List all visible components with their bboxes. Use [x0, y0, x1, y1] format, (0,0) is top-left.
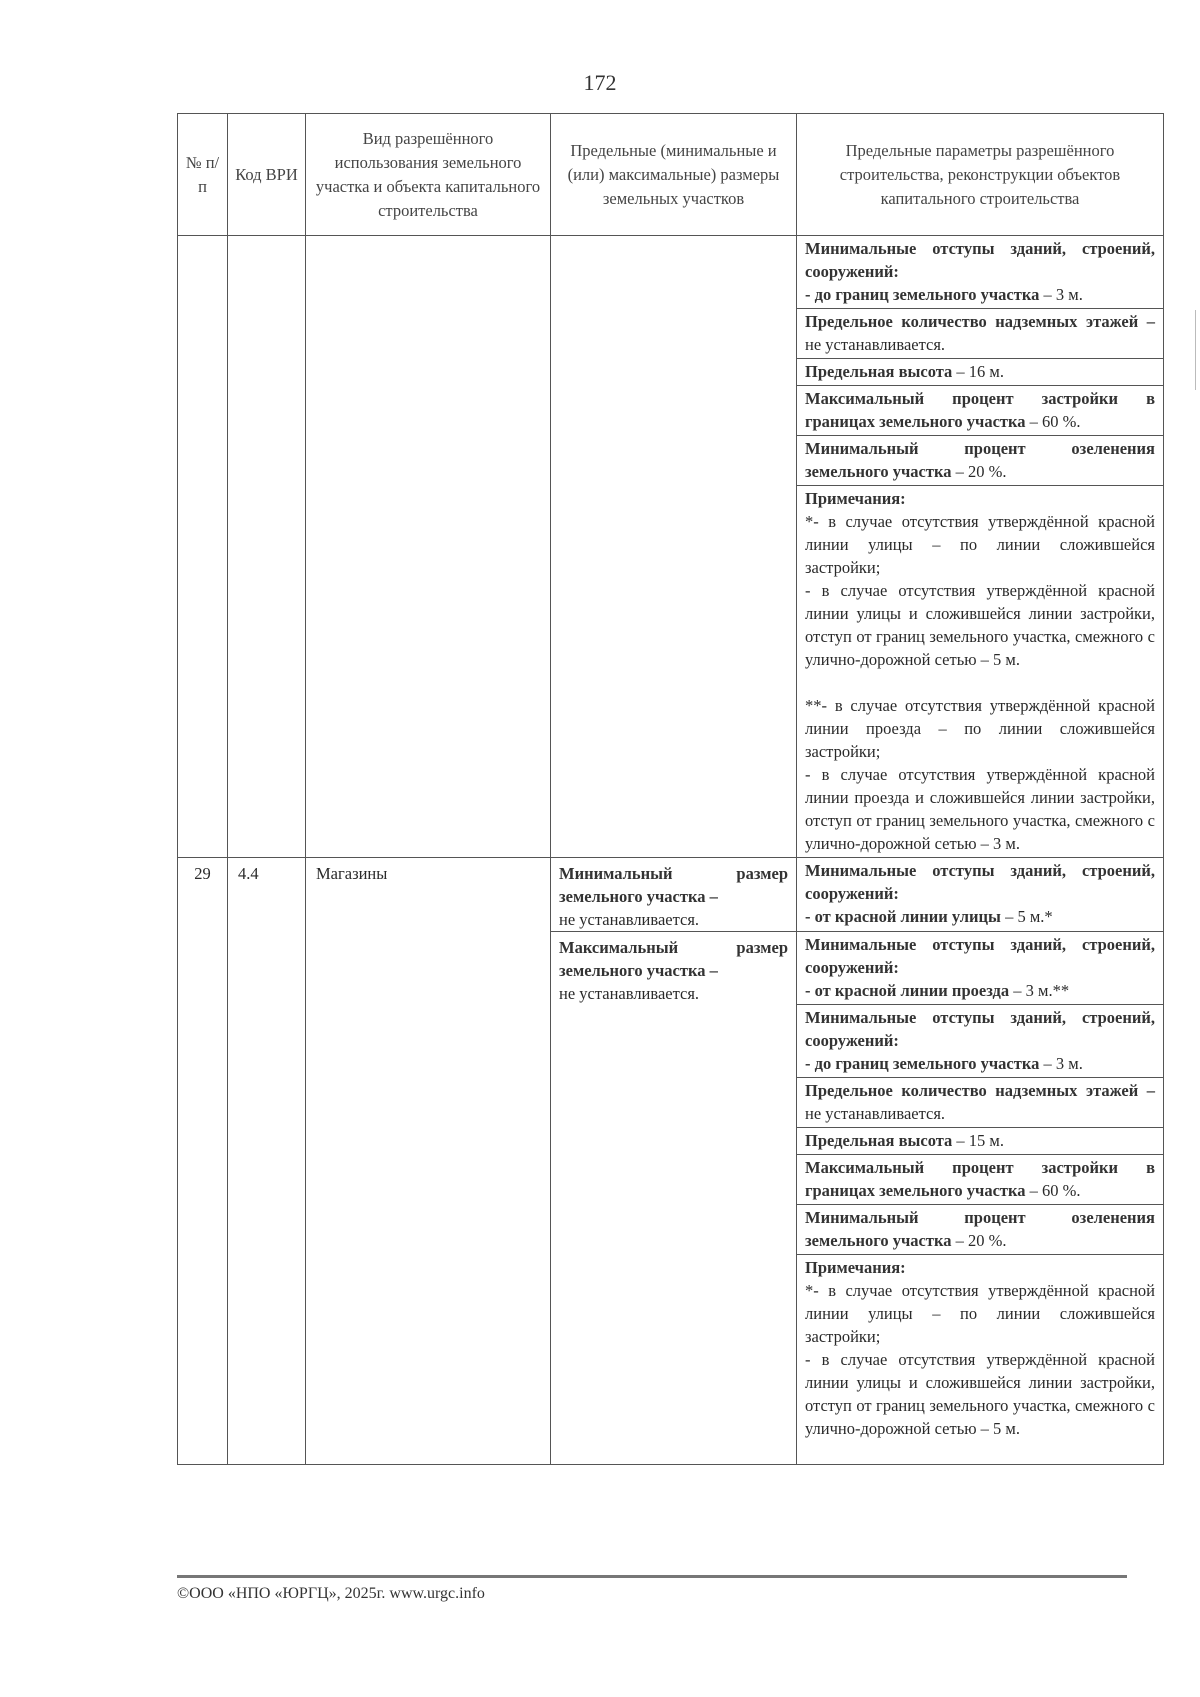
header-plot-sizes: Предельные (минимальные и (или) максимальные) размеры земельных участков	[551, 114, 797, 236]
param-min-greening	[797, 436, 1164, 486]
header-row	[178, 114, 1164, 236]
zoning-parameters-table	[177, 113, 1164, 1465]
param-value: – 20 %.	[951, 1231, 1007, 1250]
param-min-greening	[797, 1205, 1164, 1255]
param-label: Минимальные отступы зданий, строений, сооружений:	[805, 935, 1155, 977]
param-setbacks-street	[797, 858, 1164, 932]
size-value: не устанавливается.	[559, 910, 700, 929]
param-value: не устанавливается.	[805, 1104, 946, 1123]
param-value: – 3 м.	[1039, 1054, 1083, 1073]
header-num: № п/п	[178, 114, 228, 236]
note-text: **- в случае отсутствия утверждённой красной линии проезда – по линии сложившейся застройки;	[805, 696, 1155, 761]
param-label: Предельное количество надземных этажей –	[805, 312, 1155, 331]
param-label: Предельная высота	[805, 1131, 953, 1150]
cont-num-cell	[178, 236, 228, 858]
param-value: не устанавливается.	[805, 335, 946, 354]
param-value: – 15 м.	[952, 1131, 1004, 1150]
note-text: - в случае отсутствия утверждённой красной линии улицы и сложившейся линии застройки, отступ от границ земельного участка, смежного с улично-дорожной сетью – 5 м.	[805, 1350, 1155, 1438]
notes-title: Примечания:	[805, 489, 906, 508]
param-sublabel: - до границ земельного участка	[805, 1054, 1040, 1073]
size-value: не устанавливается.	[559, 984, 700, 1003]
page-number: 172	[583, 70, 617, 95]
cont-row	[178, 236, 1164, 309]
param-setbacks-driveway	[797, 932, 1164, 1005]
param-label: Предельное количество надземных этажей –	[805, 1081, 1155, 1100]
param-max-coverage	[797, 386, 1164, 436]
param-floors	[797, 1078, 1164, 1128]
param-value: – 60 %.	[1025, 412, 1081, 431]
cont-name-cell	[306, 236, 551, 858]
max-plot-size	[551, 932, 797, 1465]
header-use-type: Вид разрешённого использования земельного участка и объекта капитального строительства	[306, 114, 551, 236]
header-params: Предельные параметры разрешённого строительства, реконструкции объектов капитального строительства	[797, 114, 1164, 236]
param-label: Предельная высота	[805, 362, 953, 381]
table-row-29	[178, 858, 1164, 932]
note-text: - в случае отсутствия утверждённой красной линии проезда и сложившейся линии застройки, отступ от границ земельного участка, смежного с улично-дорожной сетью – 3 м.	[805, 765, 1155, 853]
param-floors	[797, 309, 1164, 359]
param-value: – 3 м.	[1039, 285, 1083, 304]
param-label: Минимальный процент озеленения земельного участка	[805, 439, 1155, 481]
param-sublabel: - от красной линии проезда	[805, 981, 1010, 1000]
param-label: Максимальный процент застройки в границах земельного участка	[805, 1158, 1155, 1200]
size-label: Максимальный размер земельного участка –	[559, 938, 788, 980]
param-label: Минимальные отступы зданий, строений, сооружений:	[805, 861, 1155, 903]
row-use-name: Магазины	[306, 858, 551, 1465]
param-height	[797, 359, 1164, 386]
param-notes	[797, 1255, 1164, 1465]
param-value: – 16 м.	[952, 362, 1004, 381]
header-code: Код ВРИ	[228, 114, 306, 236]
param-label: Минимальные отступы зданий, строений, сооружений:	[805, 1008, 1155, 1050]
cont-size-cell	[551, 236, 797, 858]
param-notes	[797, 486, 1164, 858]
min-plot-size	[551, 858, 797, 932]
param-label: Минимальные отступы зданий, строений, сооружений:	[805, 239, 1155, 281]
param-setbacks-boundary	[797, 1005, 1164, 1078]
footer-divider	[177, 1575, 1127, 1578]
cont-code-cell	[228, 236, 306, 858]
footer-copyright: ©ООО «НПО «ЮРГЦ», 2025г. www.urgc.info	[177, 1585, 485, 1602]
param-label: Минимальный процент озеленения земельного участка	[805, 1208, 1155, 1250]
param-value: – 5 м.*	[1000, 907, 1053, 926]
param-setbacks-boundary	[797, 236, 1164, 309]
scan-margin-mark	[1195, 310, 1196, 390]
param-value: – 60 %.	[1025, 1181, 1081, 1200]
row-code: 4.4	[228, 858, 306, 1465]
param-max-coverage	[797, 1155, 1164, 1205]
note-text: - в случае отсутствия утверждённой красной линии улицы и сложившейся линии застройки, отступ от границ земельного участка, смежного с улично-дорожной сетью – 5 м.	[805, 581, 1155, 669]
param-sublabel: - до границ земельного участка	[805, 285, 1040, 304]
note-text: *- в случае отсутствия утверждённой красной линии улицы – по линии сложившейся застройки;	[805, 512, 1155, 577]
param-sublabel: - от красной линии улицы	[805, 907, 1001, 926]
size-label: Минимальный размер земельного участка –	[559, 864, 788, 906]
param-label: Максимальный процент застройки в границах земельного участка	[805, 389, 1155, 431]
param-value: – 3 м.**	[1009, 981, 1070, 1000]
note-text: *- в случае отсутствия утверждённой красной линии улицы – по линии сложившейся застройки;	[805, 1281, 1155, 1346]
notes-title: Примечания:	[805, 1258, 906, 1277]
row-num: 29	[178, 858, 228, 1465]
param-value: – 20 %.	[951, 462, 1007, 481]
param-height	[797, 1128, 1164, 1155]
